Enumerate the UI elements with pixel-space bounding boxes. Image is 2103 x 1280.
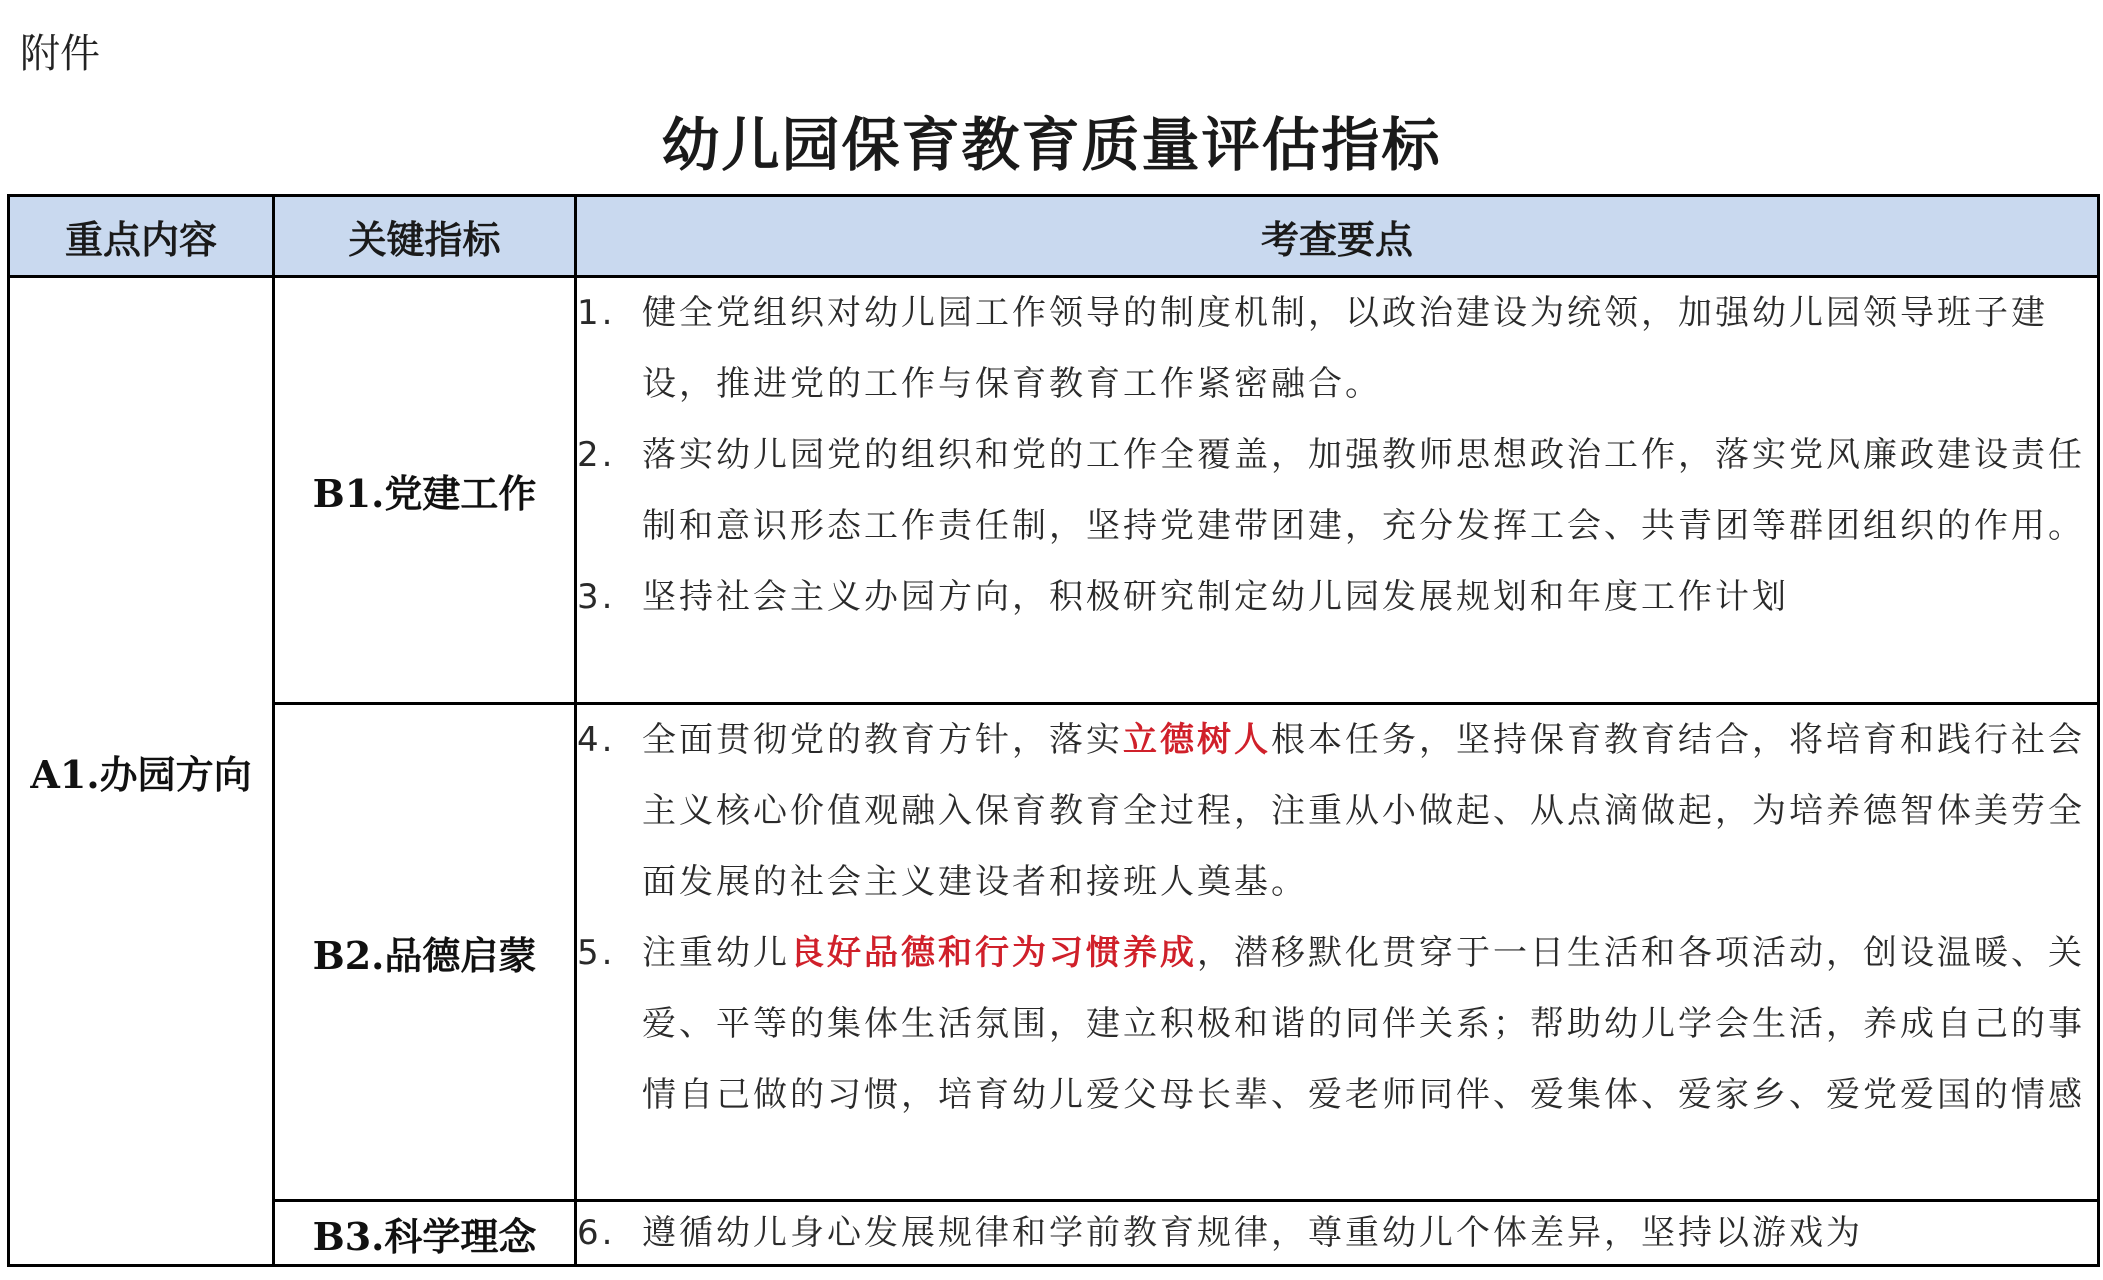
highlight-text: 立德树人 bbox=[1123, 720, 1271, 760]
point-number: 4. bbox=[577, 720, 616, 760]
point-5 bbox=[577, 918, 2097, 1131]
table-row-b2 bbox=[9, 704, 2099, 1201]
point-1 bbox=[577, 278, 2097, 420]
table-row-b1 bbox=[9, 277, 2099, 704]
cell-b2: B2.品德启蒙 bbox=[274, 704, 576, 1201]
point-number: 1. bbox=[577, 293, 616, 333]
point-text-after: ，潜移默化贯穿于一日生活和各项活动，创设温暖、关爱、平等的集体生活氛围，建立积极和谐的同伴关系；帮助幼儿学会生活，养成自己的事情自己做的习惯，培育幼儿爱父母长辈、爱老师同伴、爱集体、爱家乡、爱党爱国的情感 bbox=[642, 933, 2085, 1115]
document-title: 幼儿园保育教育质量评估指标 bbox=[661, 111, 1442, 179]
point-4 bbox=[577, 705, 2097, 918]
cell-a1: A1.办园方向 bbox=[9, 277, 274, 1266]
point-text-after: 根本任务，坚持保育教育结合，将培育和践行社会主义核心价值观融入保育教育全过程，注重从小做起、从点滴做起，为培养德智体美劳全面发展的社会主义建设者和接班人奠基。 bbox=[642, 720, 2085, 902]
header-row bbox=[9, 196, 2099, 277]
cell-b3: B3.科学理念 bbox=[274, 1201, 576, 1266]
point-text: 遵循幼儿身心发展规律和学前教育规律，尊重幼儿个体差异，坚持以游戏为 bbox=[642, 1213, 1863, 1253]
cell-b3-points bbox=[576, 1201, 2099, 1266]
point-number: 5. bbox=[577, 933, 616, 973]
point-text: 落实幼儿园党的组织和党的工作全覆盖，加强教师思想政治工作，落实党风廉政建设责任制和意识形态工作责任制，坚持党建带团建，充分发挥工会、共青团等群团组织的作用。 bbox=[642, 435, 2085, 546]
point-text-before: 全面贯彻党的教育方针，落实 bbox=[642, 720, 1123, 760]
annex-label: 附件 bbox=[20, 31, 100, 77]
header-key-indicator: 关键指标 bbox=[274, 196, 576, 277]
point-text bbox=[642, 918, 2097, 1131]
highlight-text: 良好品德和行为习惯养成 bbox=[790, 933, 1197, 973]
point-3 bbox=[577, 562, 2097, 633]
point-text: 健全党组织对幼儿园工作领导的制度机制，以政治建设为统领，加强幼儿园领导班子建设，推进党的工作与保育教育工作紧密融合。 bbox=[642, 293, 2048, 404]
table-row-b3 bbox=[9, 1201, 2099, 1266]
cell-b2-points bbox=[576, 704, 2099, 1201]
header-check-points: 考查要点 bbox=[576, 196, 2099, 277]
point-number: 2. bbox=[577, 435, 616, 475]
point-number: 6. bbox=[577, 1213, 616, 1253]
cell-b1: B1.党建工作 bbox=[274, 277, 576, 704]
point-text: 坚持社会主义办园方向，积极研究制定幼儿园发展规划和年度工作计划 bbox=[642, 577, 1789, 617]
point-text-before: 注重幼儿 bbox=[642, 933, 790, 973]
header-key-content: 重点内容 bbox=[9, 196, 274, 277]
point-6 bbox=[577, 1202, 2097, 1264]
point-number: 3. bbox=[577, 577, 616, 617]
evaluation-table bbox=[7, 194, 2100, 1267]
cell-b1-points bbox=[576, 277, 2099, 704]
point-2 bbox=[577, 420, 2097, 562]
point-text bbox=[642, 705, 2097, 918]
